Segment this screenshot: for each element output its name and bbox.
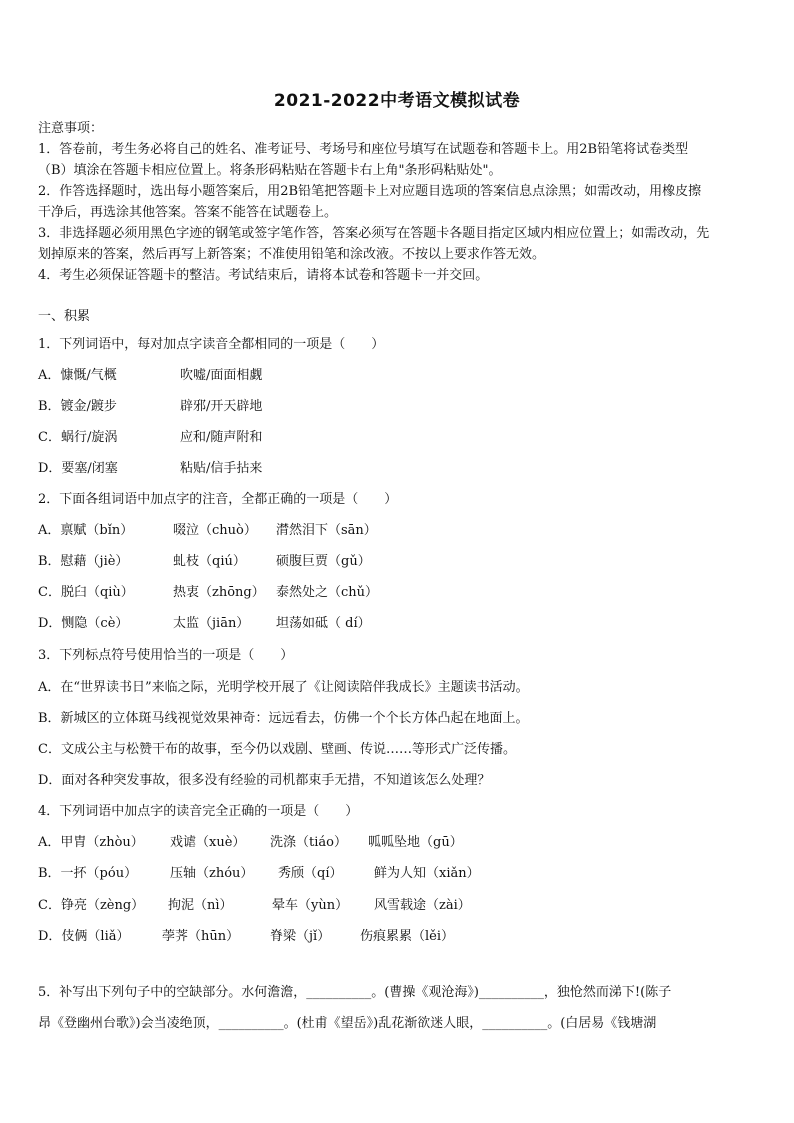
option-part: 热衷（zhōng） xyxy=(173,585,265,600)
option-part: C．蜗行/旋涡 xyxy=(38,430,118,445)
option-part: 太监（jiān） xyxy=(173,616,250,631)
notice-line: （B）填涂在答题卡相应位置上。将条形码粘贴在答题卡右上角"条形码粘贴处"。 xyxy=(38,163,502,178)
option-part: 吹嘘/面面相觑 xyxy=(180,368,263,383)
option-part: 风雪载途（zài） xyxy=(374,898,471,913)
question-3-option-a: A．在“世界读书日”来临之际，光明学校开展了《让阅读陪伴我成长》主题读书活动。 xyxy=(38,680,529,695)
option-part: 鲜为人知（xiǎn） xyxy=(374,866,480,881)
notice-heading: 注意事项： xyxy=(38,121,104,136)
option-part: 辟邪/开天辟地 xyxy=(180,399,263,414)
question-2-option-a xyxy=(38,519,377,538)
option-part: 呱呱坠地（gū） xyxy=(368,835,463,850)
question-1-stem: 1．下列词语中，每对加点字读音全都相同的一项是（ ） xyxy=(38,337,385,352)
page-title: 2021-2022中考语文模拟试卷 xyxy=(273,91,521,111)
question-5-line: 5．补写出下列句子中的空缺部分。水何澹澹，__________。(曹操《观沧海》)__________，独怆然而涕下!(陈子 xyxy=(38,985,672,1000)
question-3-option-d: D．面对各种突发事故，很多没有经验的司机都束手无措，不知道该怎么处理？ xyxy=(38,773,491,788)
question-5-line: 昂《登幽州台歌》)会当凌绝顶，__________。(杜甫《望岳》)乱花渐欲迷人眼，__________。(白居易《钱塘湖 xyxy=(38,1016,657,1031)
option-part: 伤痕累累（lěi） xyxy=(360,929,455,944)
question-4-stem: 4．下列词语中加点字的读音完全正确的一项是（ ） xyxy=(38,804,359,819)
option-part: 啜泣（chuò） xyxy=(173,523,257,538)
option-part: A．禀赋（bǐn） xyxy=(38,523,134,538)
option-part: 洗涤（tiáo） xyxy=(270,835,347,850)
notice-block xyxy=(38,118,760,286)
notice-line: 1．答卷前，考生务必将自己的姓名、准考证号、考场号和座位号填写在试题卷和答题卡上。用2B铅笔将试卷类型 xyxy=(38,142,689,157)
option-part: A．甲胄（zhòu） xyxy=(38,835,144,850)
option-part: 晕车（yùn） xyxy=(272,898,349,913)
option-part: 荸荠（hūn） xyxy=(162,929,240,944)
option-part: D．要塞/闭塞 xyxy=(38,461,118,476)
option-part: B．镀金/踱步 xyxy=(38,399,117,414)
notice-line: 3．非选择题必须用黑色字迹的钢笔或签字笔作答，答案必须写在答题卡各题目指定区域内相应位置上；如需改动，先 xyxy=(38,226,710,241)
notice-line: 划掉原来的答案，然后再写上新答案；不准使用铅笔和涂改液。不按以上要求作答无效。 xyxy=(38,247,546,262)
option-part: 硕腹巨贾（gǔ） xyxy=(276,554,371,569)
option-part: A．慷慨/气概 xyxy=(38,368,117,383)
question-3-stem: 3．下列标点符号使用恰当的一项是（ ） xyxy=(38,648,294,663)
option-part: 应和/随声附和 xyxy=(180,430,263,445)
option-part: C．脱臼（qiù） xyxy=(38,585,134,600)
question-1-option-a xyxy=(38,364,262,383)
option-part: 坦荡如砥（ dí） xyxy=(276,616,371,631)
option-part: B．一抔（póu） xyxy=(38,866,138,881)
option-part: 虬枝（qiú） xyxy=(173,554,246,569)
option-part: 秀颀（qí） xyxy=(278,866,343,881)
question-2-stem: 2．下面各组词语中加点字的注音，全都正确的一项是（ ） xyxy=(38,492,398,507)
option-part: 泰然处之（chǔ） xyxy=(276,585,379,600)
option-part: 粘贴/信手拈来 xyxy=(180,461,263,476)
option-part: 戏谑（xuè） xyxy=(170,835,246,850)
option-part: C．铮亮（zèng） xyxy=(38,898,145,913)
question-5 xyxy=(38,977,760,1039)
question-2-option-c xyxy=(38,581,378,600)
question-3-option-b: B．新城区的立体斑马线视觉效果神奇：远远看去，仿佛一个个长方体凸起在地面上。 xyxy=(38,711,529,726)
question-1-option-b xyxy=(38,395,262,414)
notice-line: 干净后，再选涂其他答案。答案不能答在试题卷上。 xyxy=(38,205,338,220)
question-1-option-d xyxy=(38,457,262,476)
question-4-option-a xyxy=(38,831,463,850)
question-1-option-c xyxy=(38,426,262,445)
question-2-option-d xyxy=(38,612,371,631)
question-2-option-b xyxy=(38,550,371,569)
option-part: 脊梁（jǐ） xyxy=(270,929,331,944)
option-part: D．恻隐（cè） xyxy=(38,616,129,631)
section-heading: 一、积累 xyxy=(38,309,91,324)
notice-line: 4．考生必须保证答题卡的整洁。考试结束后，请将本试卷和答题卡一并交回。 xyxy=(38,268,489,283)
question-3-option-c: C．文成公主与松赞干布的故事，至今仍以戏剧、壁画、传说……等形式广泛传播。 xyxy=(38,742,516,757)
option-part: 拘泥（nì） xyxy=(168,898,233,913)
option-part: D．伎俩（liǎ） xyxy=(38,929,130,944)
option-part: B．慰藉（jiè） xyxy=(38,554,129,569)
option-part: 潸然泪下（sān） xyxy=(276,523,377,538)
question-4-option-b xyxy=(38,862,480,881)
question-4-option-c xyxy=(38,894,471,913)
question-4-option-d xyxy=(38,925,454,944)
option-part: 压轴（zhóu） xyxy=(170,866,254,881)
notice-line: 2．作答选择题时，选出每小题答案后，用2B铅笔把答题卡上对应题目选项的答案信息点涂黑；如需改动，用橡皮擦 xyxy=(38,184,702,199)
